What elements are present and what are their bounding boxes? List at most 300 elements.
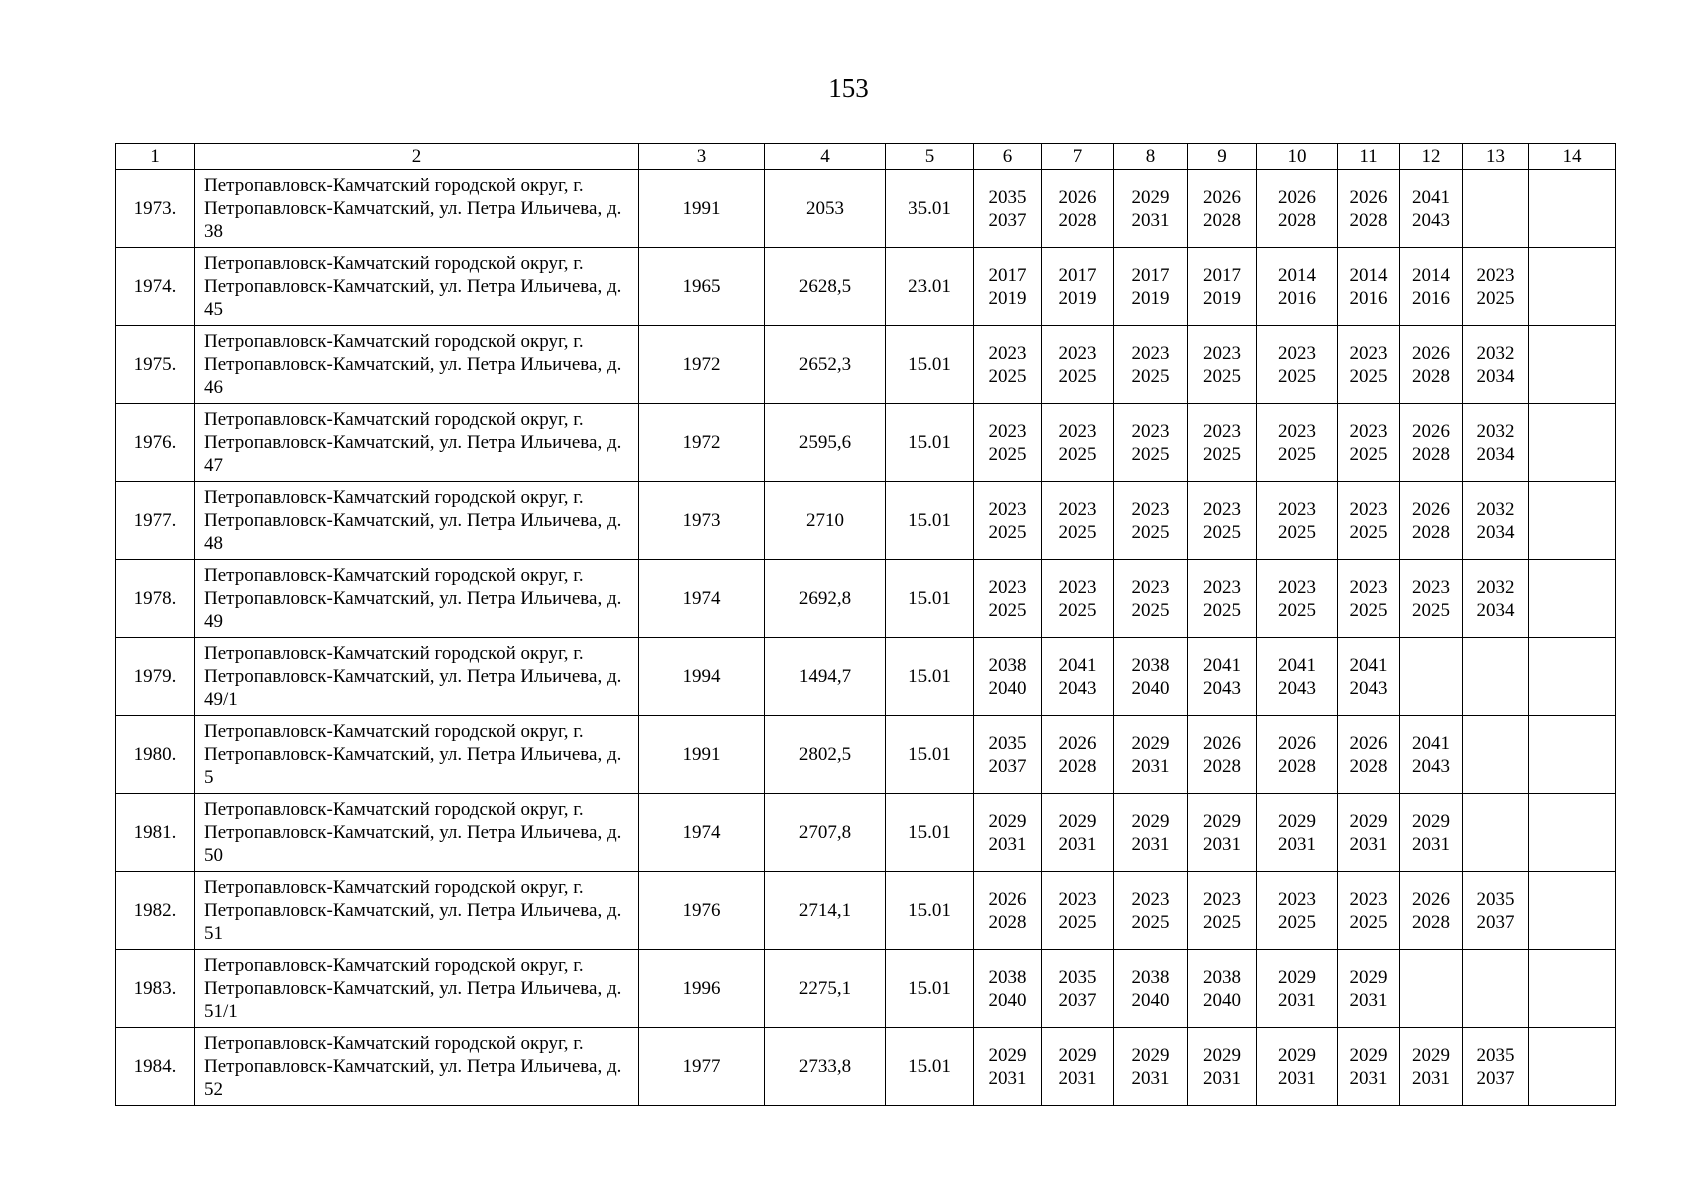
build-year-cell: 1977 [639,1028,765,1106]
period-end-year: 2025 [1349,911,1388,933]
period-cell-col-14 [1529,794,1616,872]
period-end-year: 2025 [1058,599,1097,621]
period-end-year: 2025 [988,521,1027,543]
period-end-year: 2019 [1131,287,1170,309]
period-cell-col-14 [1529,716,1616,794]
period-end-year: 2031 [1203,1067,1241,1089]
period-cell-col-14 [1529,872,1616,950]
period-end-year: 2019 [988,287,1027,309]
code-cell: 15.01 [886,404,974,482]
row-number-cell: 1981. [116,794,195,872]
period-end-year: 2025 [1203,521,1241,543]
table-row [116,872,1616,950]
period-end-year: 2025 [1412,599,1450,621]
period-start-year: 2041 [1203,654,1241,676]
period-start-year: 2023 [1058,888,1097,910]
period-cell-col-11 [1338,638,1400,716]
table-row [116,404,1616,482]
period-end-year: 2025 [1349,365,1388,387]
code-cell: 23.01 [886,248,974,326]
period-end-year: 2016 [1278,287,1316,309]
period-end-year: 2034 [1476,599,1515,621]
period-cell-col-14 [1529,1028,1616,1106]
column-header-9: 9 [1188,144,1257,170]
period-end-year: 2028 [1412,365,1450,387]
period-cell-col-6 [974,1028,1042,1106]
code-cell: 15.01 [886,482,974,560]
period-end-year: 2025 [1058,521,1097,543]
period-start-year: 2038 [1203,966,1241,988]
period-start-year: 2023 [1412,576,1450,598]
period-start-year: 2032 [1476,420,1515,442]
period-cell-col-7 [1042,248,1114,326]
period-end-year: 2025 [1476,287,1515,309]
area-cell: 2714,1 [765,872,886,950]
period-cell-col-14 [1529,950,1616,1028]
period-start-year: 2026 [1349,732,1388,754]
period-end-year: 2043 [1203,677,1241,699]
address-cell: Петропавловск-Камчатский городской округ, г. Петропавловск-Камчатский, ул. Петра Ильичева, д. 52 [195,1028,639,1106]
period-end-year: 2043 [1058,677,1097,699]
period-cell-col-7 [1042,1028,1114,1106]
period-end-year: 2040 [1131,989,1170,1011]
period-cell-col-7 [1042,560,1114,638]
period-cell-col-9 [1188,716,1257,794]
code-cell: 15.01 [886,638,974,716]
period-end-year: 2034 [1476,443,1515,465]
code-cell: 15.01 [886,560,974,638]
period-start-year: 2029 [1203,1044,1241,1066]
period-cell-col-13 [1463,404,1529,482]
area-cell: 2710 [765,482,886,560]
period-cell-col-14 [1529,638,1616,716]
period-start-year: 2041 [1412,732,1450,754]
period-start-year: 2032 [1476,342,1515,364]
address-cell: Петропавловск-Камчатский городской округ, г. Петропавловск-Камчатский, ул. Петра Ильичева, д. 48 [195,482,639,560]
area-cell: 2053 [765,170,886,248]
column-header-13: 13 [1463,144,1529,170]
table-row [116,1028,1616,1106]
period-cell-col-10 [1257,482,1338,560]
area-cell: 2707,8 [765,794,886,872]
period-end-year: 2037 [1058,989,1097,1011]
row-number-cell: 1980. [116,716,195,794]
period-start-year: 2023 [1278,498,1316,520]
period-start-year: 2014 [1278,264,1316,286]
period-cell-col-6 [974,638,1042,716]
row-number-cell: 1984. [116,1028,195,1106]
period-cell-col-10 [1257,248,1338,326]
period-end-year: 2028 [1412,911,1450,933]
period-cell-col-10 [1257,638,1338,716]
period-cell-col-11 [1338,326,1400,404]
period-end-year: 2028 [1203,209,1241,231]
period-end-year: 2031 [1278,833,1316,855]
period-start-year: 2017 [1203,264,1241,286]
period-cell-col-9 [1188,170,1257,248]
period-start-year: 2029 [1278,810,1316,832]
period-end-year: 2031 [1058,1067,1097,1089]
table-row [116,950,1616,1028]
period-cell-col-8 [1114,872,1188,950]
period-end-year: 2031 [1412,1067,1450,1089]
period-cell-col-14 [1529,248,1616,326]
period-cell-col-6 [974,560,1042,638]
period-end-year: 2028 [1412,521,1450,543]
period-end-year: 2037 [1476,1067,1515,1089]
period-cell-col-13 [1463,248,1529,326]
period-cell-col-11 [1338,482,1400,560]
period-cell-col-10 [1257,170,1338,248]
column-header-10: 10 [1257,144,1338,170]
address-cell: Петропавловск-Камчатский городской округ, г. Петропавловск-Камчатский, ул. Петра Ильичева, д. 47 [195,404,639,482]
build-year-cell: 1976 [639,872,765,950]
table-row [116,560,1616,638]
period-end-year: 2034 [1476,521,1515,543]
period-end-year: 2025 [1278,521,1316,543]
period-cell-col-6 [974,794,1042,872]
period-start-year: 2029 [1278,966,1316,988]
table-row [116,170,1616,248]
period-start-year: 2023 [988,342,1027,364]
period-cell-col-13 [1463,482,1529,560]
period-end-year: 2025 [1058,911,1097,933]
address-cell: Петропавловск-Камчатский городской округ, г. Петропавловск-Камчатский, ул. Петра Ильичева, д. 49 [195,560,639,638]
period-cell-col-7 [1042,638,1114,716]
period-cell-col-14 [1529,482,1616,560]
area-cell: 2595,6 [765,404,886,482]
period-start-year: 2041 [1278,654,1316,676]
table-row [116,326,1616,404]
period-end-year: 2031 [1412,833,1450,855]
table-row [116,794,1616,872]
period-cell-col-10 [1257,326,1338,404]
period-end-year: 2031 [1131,1067,1170,1089]
period-cell-col-12 [1400,326,1463,404]
table-row [116,482,1616,560]
period-cell-col-11 [1338,872,1400,950]
period-end-year: 2037 [988,755,1027,777]
page-number: 153 [828,73,869,103]
period-start-year: 2026 [1278,732,1316,754]
period-start-year: 2023 [1058,342,1097,364]
period-start-year: 2029 [1349,966,1388,988]
build-year-cell: 1991 [639,170,765,248]
period-cell-col-11 [1338,560,1400,638]
period-start-year: 2014 [1349,264,1388,286]
period-start-year: 2035 [988,732,1027,754]
period-cell-col-10 [1257,1028,1338,1106]
period-cell-col-12 [1400,1028,1463,1106]
period-cell-col-12 [1400,170,1463,248]
row-number-cell: 1976. [116,404,195,482]
period-cell-col-13 [1463,326,1529,404]
period-end-year: 2019 [1203,287,1241,309]
period-start-year: 2029 [1349,810,1388,832]
period-start-year: 2023 [1203,498,1241,520]
period-start-year: 2041 [1058,654,1097,676]
period-start-year: 2029 [988,1044,1027,1066]
period-cell-col-9 [1188,326,1257,404]
period-cell-col-11 [1338,1028,1400,1106]
period-cell-col-7 [1042,872,1114,950]
period-end-year: 2028 [988,911,1027,933]
period-end-year: 2025 [1131,599,1170,621]
period-end-year: 2028 [1278,209,1316,231]
period-cell-col-13 [1463,872,1529,950]
period-cell-col-12 [1400,560,1463,638]
period-start-year: 2041 [1412,186,1450,208]
period-start-year: 2029 [1278,1044,1316,1066]
address-cell: Петропавловск-Камчатский городской округ, г. Петропавловск-Камчатский, ул. Петра Ильичева, д. 49/1 [195,638,639,716]
period-cell-col-8 [1114,482,1188,560]
period-start-year: 2029 [988,810,1027,832]
row-number-cell: 1979. [116,638,195,716]
period-start-year: 2026 [1412,498,1450,520]
period-cell-col-9 [1188,638,1257,716]
period-end-year: 2031 [1278,989,1316,1011]
period-cell-col-11 [1338,248,1400,326]
period-cell-col-6 [974,716,1042,794]
period-cell-col-8 [1114,560,1188,638]
period-cell-col-14 [1529,326,1616,404]
period-end-year: 2025 [1278,599,1316,621]
period-cell-col-14 [1529,404,1616,482]
column-header-5: 5 [886,144,974,170]
period-start-year: 2035 [1476,888,1515,910]
period-end-year: 2043 [1278,677,1316,699]
code-cell: 35.01 [886,170,974,248]
period-end-year: 2025 [1131,911,1170,933]
period-start-year: 2026 [988,888,1027,910]
period-end-year: 2031 [988,833,1027,855]
code-cell: 15.01 [886,326,974,404]
period-start-year: 2023 [1131,342,1170,364]
period-end-year: 2016 [1412,287,1450,309]
period-end-year: 2031 [1278,1067,1316,1089]
build-year-cell: 1994 [639,638,765,716]
build-year-cell: 1973 [639,482,765,560]
period-end-year: 2028 [1203,755,1241,777]
period-start-year: 2023 [1349,888,1388,910]
period-start-year: 2038 [988,966,1027,988]
period-cell-col-14 [1529,560,1616,638]
period-end-year: 2016 [1349,287,1388,309]
period-end-year: 2025 [1278,443,1316,465]
address-cell: Петропавловск-Камчатский городской округ, г. Петропавловск-Камчатский, ул. Петра Ильичева, д. 51/1 [195,950,639,1028]
period-end-year: 2040 [1203,989,1241,1011]
period-start-year: 2014 [1412,264,1450,286]
period-start-year: 2032 [1476,576,1515,598]
period-cell-col-10 [1257,404,1338,482]
period-start-year: 2023 [1058,420,1097,442]
period-cell-col-7 [1042,326,1114,404]
build-year-cell: 1991 [639,716,765,794]
period-end-year: 2028 [1058,209,1097,231]
period-start-year: 2029 [1131,1044,1170,1066]
period-cell-col-11 [1338,404,1400,482]
period-cell-col-6 [974,326,1042,404]
period-cell-col-13 [1463,170,1529,248]
period-end-year: 2031 [1131,209,1170,231]
period-end-year: 2028 [1058,755,1097,777]
period-cell-col-13 [1463,794,1529,872]
period-start-year: 2023 [1349,420,1388,442]
period-start-year: 2035 [1476,1044,1515,1066]
period-cell-col-13 [1463,1028,1529,1106]
period-cell-col-13 [1463,950,1529,1028]
area-cell: 2802,5 [765,716,886,794]
code-cell: 15.01 [886,950,974,1028]
period-end-year: 2028 [1412,443,1450,465]
area-cell: 2652,3 [765,326,886,404]
period-start-year: 2029 [1131,810,1170,832]
period-start-year: 2023 [1203,342,1241,364]
period-end-year: 2025 [1058,365,1097,387]
period-start-year: 2023 [1203,888,1241,910]
period-end-year: 2025 [1203,911,1241,933]
period-end-year: 2025 [1131,365,1170,387]
row-number-cell: 1982. [116,872,195,950]
period-start-year: 2026 [1412,888,1450,910]
period-start-year: 2038 [1131,966,1170,988]
period-end-year: 2025 [1278,365,1316,387]
area-cell: 1494,7 [765,638,886,716]
period-end-year: 2040 [988,989,1027,1011]
period-start-year: 2023 [1278,420,1316,442]
table-row [116,248,1616,326]
period-cell-col-9 [1188,482,1257,560]
period-cell-col-9 [1188,404,1257,482]
period-cell-col-6 [974,248,1042,326]
build-year-cell: 1972 [639,326,765,404]
period-start-year: 2026 [1412,342,1450,364]
period-end-year: 2028 [1349,209,1388,231]
period-start-year: 2029 [1203,810,1241,832]
period-end-year: 2025 [1131,443,1170,465]
period-start-year: 2023 [1278,888,1316,910]
period-start-year: 2026 [1349,186,1388,208]
build-year-cell: 1965 [639,248,765,326]
address-cell: Петропавловск-Камчатский городской округ, г. Петропавловск-Камчатский, ул. Петра Ильичева, д. 45 [195,248,639,326]
period-cell-col-9 [1188,872,1257,950]
period-cell-col-9 [1188,950,1257,1028]
period-start-year: 2032 [1476,498,1515,520]
period-end-year: 2031 [1349,1067,1388,1089]
period-start-year: 2023 [1278,342,1316,364]
row-number-cell: 1977. [116,482,195,560]
period-cell-col-6 [974,950,1042,1028]
period-end-year: 2034 [1476,365,1515,387]
area-cell: 2628,5 [765,248,886,326]
period-end-year: 2040 [988,677,1027,699]
period-end-year: 2025 [988,599,1027,621]
period-start-year: 2023 [1349,342,1388,364]
area-cell: 2275,1 [765,950,886,1028]
period-cell-col-12 [1400,482,1463,560]
period-cell-col-7 [1042,170,1114,248]
period-cell-col-11 [1338,170,1400,248]
period-end-year: 2037 [1476,911,1515,933]
period-end-year: 2025 [1349,599,1388,621]
period-cell-col-7 [1042,794,1114,872]
period-start-year: 2023 [988,498,1027,520]
period-cell-col-7 [1042,404,1114,482]
build-year-cell: 1996 [639,950,765,1028]
period-cell-col-6 [974,404,1042,482]
column-header-12: 12 [1400,144,1463,170]
column-header-14: 14 [1529,144,1616,170]
period-start-year: 2029 [1412,810,1450,832]
build-year-cell: 1974 [639,794,765,872]
period-cell-col-8 [1114,404,1188,482]
row-number-cell: 1973. [116,170,195,248]
period-start-year: 2029 [1058,1044,1097,1066]
header-row [116,144,1616,170]
period-cell-col-14 [1529,170,1616,248]
period-end-year: 2031 [988,1067,1027,1089]
period-start-year: 2023 [988,420,1027,442]
period-cell-col-7 [1042,482,1114,560]
period-start-year: 2023 [1131,420,1170,442]
code-cell: 15.01 [886,794,974,872]
code-cell: 15.01 [886,716,974,794]
period-start-year: 2029 [1412,1044,1450,1066]
period-end-year: 2043 [1412,755,1450,777]
row-number-cell: 1978. [116,560,195,638]
period-start-year: 2023 [1131,576,1170,598]
register-table [115,143,1616,1106]
period-cell-col-8 [1114,638,1188,716]
period-cell-col-9 [1188,248,1257,326]
row-number-cell: 1974. [116,248,195,326]
period-end-year: 2025 [988,365,1027,387]
address-cell: Петропавловск-Камчатский городской округ, г. Петропавловск-Камчатский, ул. Петра Ильичева, д. 50 [195,794,639,872]
period-start-year: 2017 [1058,264,1097,286]
period-cell-col-12 [1400,248,1463,326]
period-start-year: 2026 [1203,186,1241,208]
address-cell: Петропавловск-Камчатский городской округ, г. Петропавловск-Камчатский, ул. Петра Ильичева, д. 51 [195,872,639,950]
period-end-year: 2025 [988,443,1027,465]
column-header-2: 2 [195,144,639,170]
period-end-year: 2025 [1349,443,1388,465]
build-year-cell: 1974 [639,560,765,638]
period-cell-col-12 [1400,716,1463,794]
period-cell-col-8 [1114,1028,1188,1106]
table-body [116,170,1616,1106]
period-cell-col-8 [1114,716,1188,794]
period-start-year: 2038 [1131,654,1170,676]
period-end-year: 2025 [1131,521,1170,543]
period-end-year: 2043 [1412,209,1450,231]
period-start-year: 2023 [1058,576,1097,598]
period-cell-col-13 [1463,716,1529,794]
period-start-year: 2026 [1058,732,1097,754]
period-end-year: 2043 [1349,677,1388,699]
column-header-7: 7 [1042,144,1114,170]
period-cell-col-6 [974,872,1042,950]
period-start-year: 2029 [1058,810,1097,832]
period-cell-col-6 [974,482,1042,560]
area-cell: 2692,8 [765,560,886,638]
period-cell-col-9 [1188,560,1257,638]
period-end-year: 2031 [1349,989,1388,1011]
period-cell-col-13 [1463,560,1529,638]
period-end-year: 2025 [1203,599,1241,621]
period-start-year: 2017 [988,264,1027,286]
table-row [116,638,1616,716]
period-start-year: 2029 [1131,186,1170,208]
